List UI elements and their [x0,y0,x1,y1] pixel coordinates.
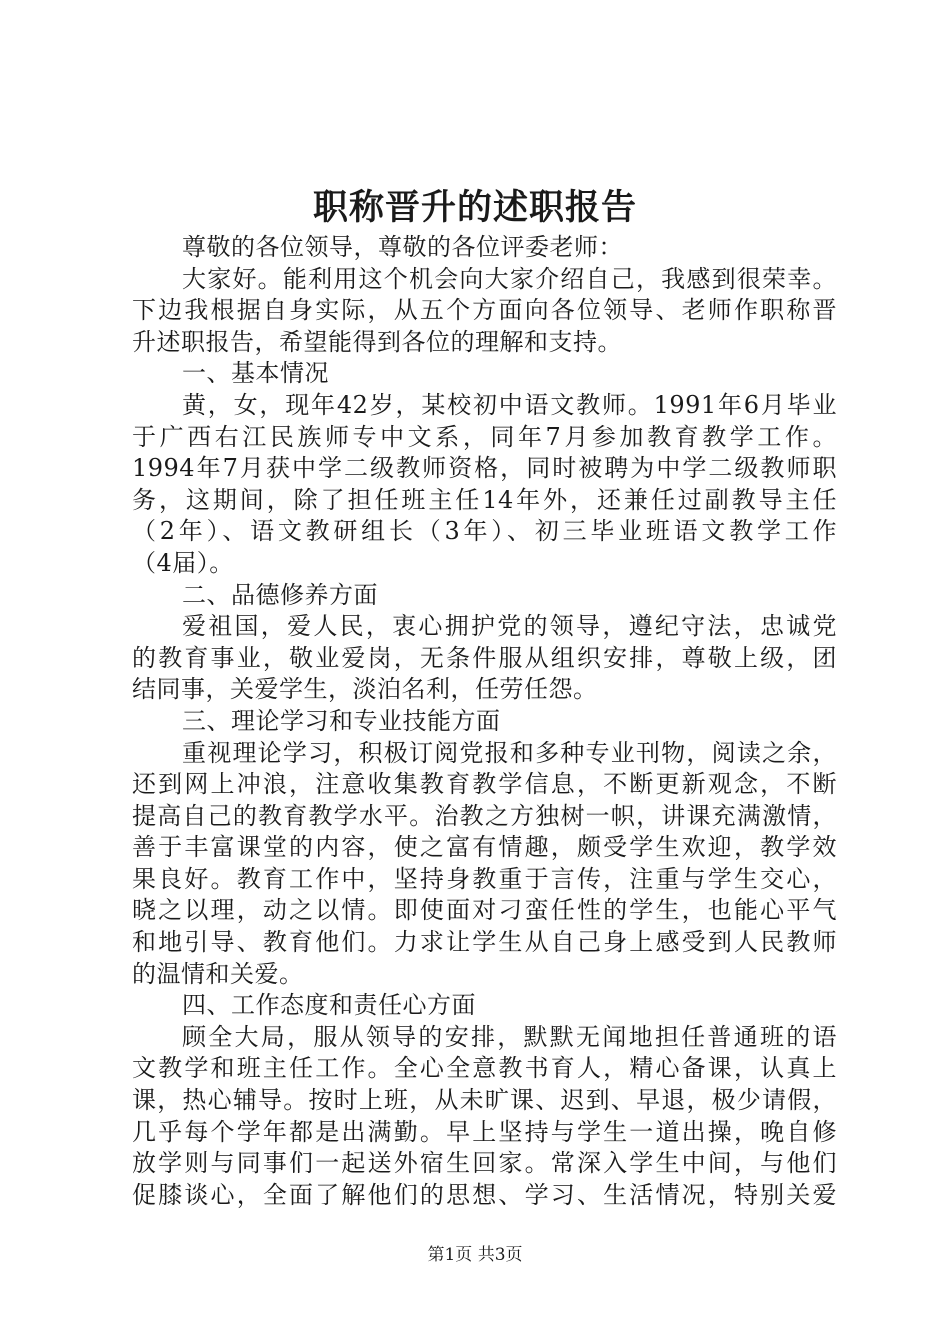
paragraph-line: 促膝谈心，全面了解他们的思想、学习、生活情况，特别关爱 [132,1180,837,1209]
paragraph-line: 三、理论学习和专业技能方面 [182,706,501,735]
paragraph-line: 大家好。能利用这个机会向大家介绍自己，我感到很荣幸。 [182,264,837,293]
document-body [132,232,837,1211]
paragraph-line: 四、工作态度和责任心方面 [182,991,476,1020]
paragraph-line: 爱祖国，爱人民，衷心拥护党的领导，遵纪守法，忠诚党 [182,612,837,641]
paragraph-line: 二、品德修养方面 [182,580,378,609]
paragraph-line: 晓之以理，动之以情。即使面对刁蛮任性的学生，也能心平气 [132,896,837,925]
paragraph-line: （4届）。 [132,548,234,577]
paragraph-line: 善于丰富课堂的内容，使之富有情趣，颇受学生欢迎，教学效 [132,833,837,862]
paragraph-line: 务，这期间，除了担任班主任14年外，还兼任过副教导主任 [132,485,837,514]
document-title: 职称晋升的述职报告 [312,187,637,228]
paragraph-line: 果良好。教育工作中，坚持身教重于言传，注重与学生交心， [132,864,837,893]
paragraph-line: 的温情和关爱。 [132,959,304,988]
paragraph-line: 结同事，关爱学生，淡泊名利，任劳任怨。 [132,675,598,704]
paragraph-line: 几乎每个学年都是出满勤。早上坚持与学生一道出操，晚自修 [132,1117,837,1146]
paragraph-line: 课，热心辅导。按时上班，从未旷课、迟到、早退，极少请假， [132,1086,837,1115]
paragraph-line: 提高自己的教育教学水平。治教之方独树一帜，讲课充满激情， [132,801,837,830]
paragraph-line: 还到网上冲浪，注意收集教育教学信息，不断更新观念，不断 [132,770,837,799]
paragraph-line: 尊敬的各位领导，尊敬的各位评委老师： [182,233,623,261]
paragraph-line: 下边我根据自身实际，从五个方面向各位领导、老师作职称晋 [132,296,837,325]
paragraph-line: 于广西右江民族师专中文系，同年7月参加教育教学工作。 [132,422,837,451]
paragraph-line: 的教育事业，敬业爱岗，无条件服从组织安排，尊敬上级，团 [132,643,837,672]
paragraph-line: （2年）、语文教研组长（3年）、初三毕业班语文教学工作 [132,517,837,546]
paragraph-line: 顾全大局，服从领导的安排，默默无闻地担任普通班的语 [182,1022,837,1051]
paragraph-line: 黄，女，现年42岁，某校初中语文教师。1991年6月毕业 [182,390,837,419]
paragraph-line: 放学则与同事们一起送外宿生回家。常深入学生中间，与他们 [132,1149,837,1178]
paragraph-line: 升述职报告，希望能得到各位的理解和支持。 [132,327,622,356]
paragraph-line: 重视理论学习，积极订阅党报和多种专业刊物，阅读之余， [182,738,837,767]
page-footer: 第1页 共3页 [427,1245,523,1265]
paragraph-line: 文教学和班主任工作。全心全意教书育人，精心备课，认真上 [132,1054,837,1083]
paragraph-line: 和地引导、教育他们。力求让学生从自己身上感受到人民教师 [132,928,837,957]
paragraph-line: 一、基本情况 [182,359,329,388]
paragraph-line: 1994年7月获中学二级教师资格，同时被聘为中学二级教师职 [132,454,837,483]
